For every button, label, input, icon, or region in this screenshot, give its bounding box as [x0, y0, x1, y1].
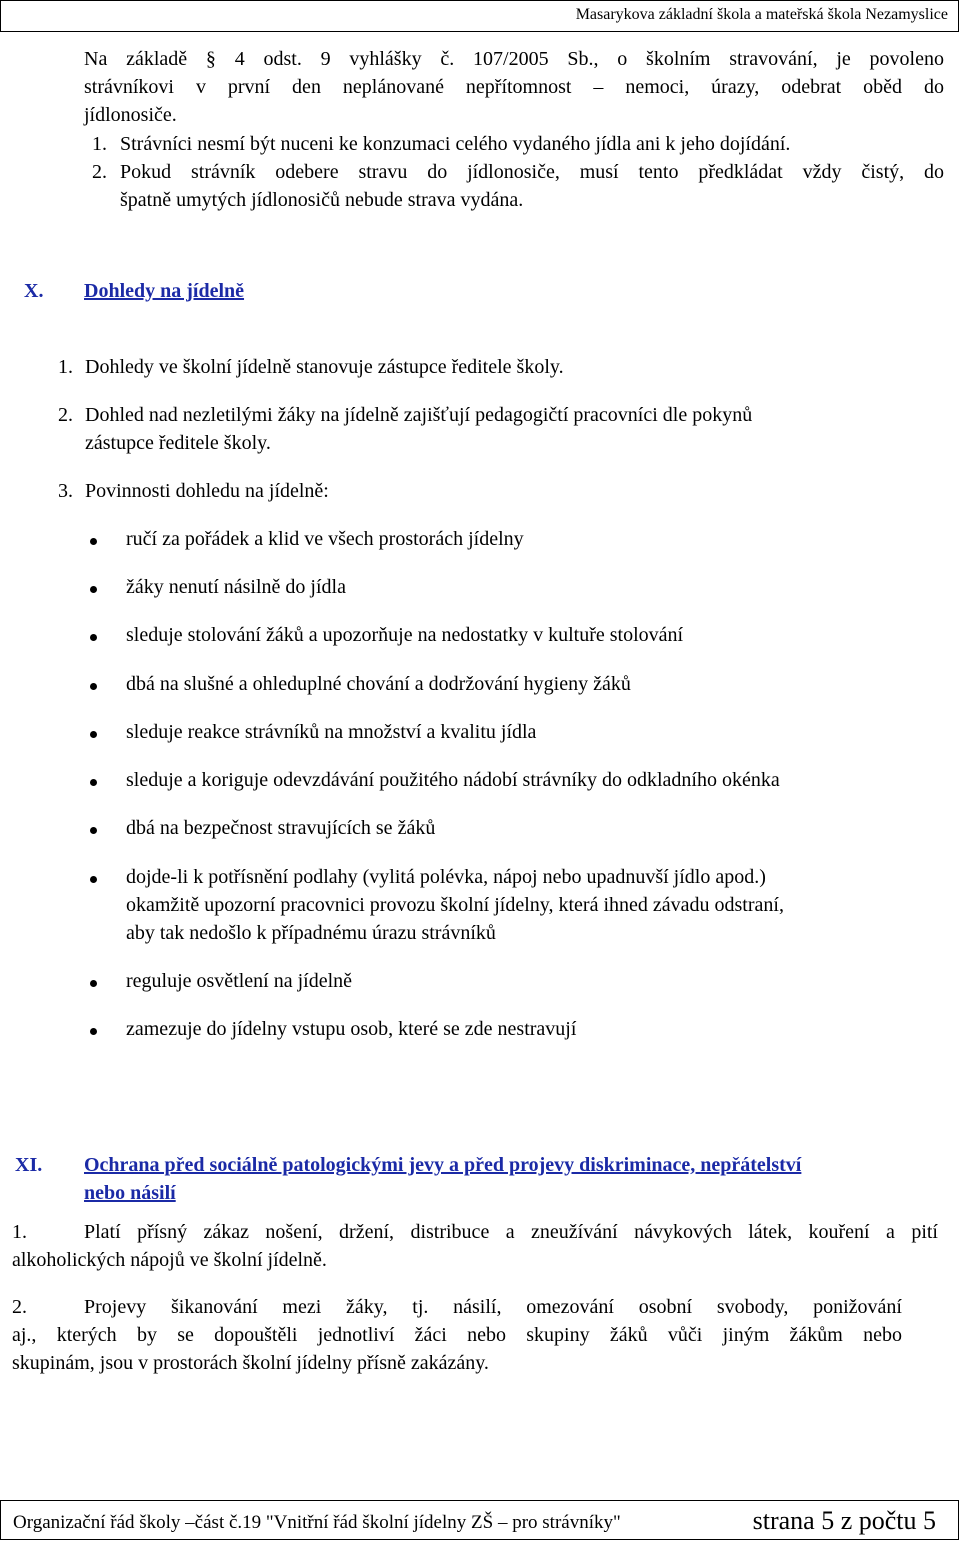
footer-document-title: Organizační řád školy –část č.19 "Vnitřní řád školní jídelny ZŠ – pro strávníky" — [13, 1512, 621, 1533]
page-footer — [0, 1500, 959, 1540]
intro-line-2: strávníkovi v první den neplánované nepřítomnost – nemoci, úrazy, odebrat oběd do — [84, 76, 944, 98]
intro-item-2-number: 2. — [92, 161, 107, 183]
footer-page-number: strana 5 z počtu 5 — [752, 1506, 936, 1535]
section-x-number: X. — [24, 280, 44, 302]
section-x-item-2-number: 2. — [58, 404, 73, 426]
intro-line-1: Na základě § 4 odst. 9 vyhlášky č. 107/2005 Sb., o školním stravování, je povoleno — [84, 48, 944, 70]
bullet-icon — [90, 827, 97, 834]
bullet-icon — [90, 586, 97, 593]
school-name: Masarykova základní škola a mateřská škola Nezamyslice — [575, 6, 948, 23]
intro-line-3: jídlonosiče. — [84, 104, 177, 126]
section-x-item-2-text-line-1: Dohled nad nezletilými žáky na jídelně zajišťují pedagogičtí pracovníci dle pokynů — [85, 404, 753, 426]
duty-item-9: reguluje osvětlení na jídelně — [126, 970, 353, 992]
intro-item-1-number: 1. — [92, 133, 107, 155]
duty-item-5: sleduje reakce strávníků na množství a kvalitu jídla — [126, 721, 537, 743]
section-xi-p1-number: 1. — [12, 1221, 27, 1243]
page-header — [0, 0, 959, 32]
duty-item-8-line-3: aby tak nedošlo k případnému úrazu strávníků — [126, 922, 496, 944]
bullet-icon — [90, 779, 97, 786]
section-x-item-2-text-line-2: zástupce ředitele školy. — [85, 432, 271, 454]
duty-item-8-line-1: dojde-li k potřísnění podlahy (vylitá polévka, nápoj nebo upadnuvší jídlo apod.) — [126, 866, 766, 888]
duty-item-1: ručí za pořádek a klid ve všech prostorách jídelny — [126, 528, 524, 550]
duty-item-2: žáky nenutí násilně do jídla — [126, 576, 346, 598]
section-xi-title-line-2: nebo násilí — [84, 1182, 176, 1204]
section-xi-p1-line-2: alkoholických nápojů ve školní jídelně. — [12, 1249, 327, 1271]
section-x-item-3-number: 3. — [58, 480, 73, 502]
section-xi-p2-number: 2. — [12, 1296, 27, 1318]
intro-item-2-text-line-2: špatně umytých jídlonosičů nebude strava vydána. — [120, 189, 524, 211]
bullet-icon — [90, 876, 97, 883]
bullet-icon — [90, 731, 97, 738]
section-x-title: Dohledy na jídelně — [84, 280, 245, 302]
duty-item-8-line-2: okamžitě upozorní pracovnici provozu školní jídelny, která ihned závadu odstraní, — [126, 894, 784, 916]
bullet-icon — [90, 538, 97, 545]
duty-item-7: dbá na bezpečnost stravujících se žáků — [126, 817, 436, 839]
section-xi-number: XI. — [15, 1154, 43, 1176]
section-x-item-1-number: 1. — [58, 356, 73, 378]
bullet-icon — [90, 634, 97, 641]
section-xi-p2-line-1: Projevy šikanování mezi žáky, tj. násilí, omezování osobní svobody, ponižování — [84, 1296, 902, 1318]
bullet-icon — [90, 1028, 97, 1035]
section-x-item-1-text: Dohledy ve školní jídelně stanovuje zástupce ředitele školy. — [85, 356, 564, 378]
duty-item-6: sleduje a koriguje odevzdávání použitého nádobí strávníky do odkladního okénka — [126, 769, 780, 791]
bullet-icon — [90, 683, 97, 690]
section-xi-p2-line-2: aj., kterých by se dopouštěli jednotliví žáci nebo skupiny žáků vůči jiným žákům nebo — [12, 1324, 902, 1346]
duty-item-4: dbá na slušné a ohleduplné chování a dodržování hygieny žáků — [126, 673, 631, 695]
section-xi-p1-line-1: Platí přísný zákaz nošení, držení, distribuce a zneužívání návykových látek, kouření a pití — [84, 1221, 938, 1243]
section-xi-title-line-1: Ochrana před sociálně patologickými jevy a před projevy diskriminace, nepřátelství — [84, 1154, 802, 1176]
section-x-item-3-text: Povinnosti dohledu na jídelně: — [85, 480, 329, 502]
bullet-icon — [90, 980, 97, 987]
duty-item-3: sleduje stolování žáků a upozorňuje na nedostatky v kultuře stolování — [126, 624, 684, 646]
intro-item-1-text: Strávníci nesmí být nuceni ke konzumaci celého vydaného jídla ani k jeho dojídání. — [120, 133, 791, 155]
section-xi-p2-line-3: skupinám, jsou v prostorách školní jídelny přísně zakázány. — [12, 1352, 489, 1374]
duty-item-10: zamezuje do jídelny vstupu osob, které se zde nestravují — [126, 1018, 577, 1040]
intro-item-2-text-line-1: Pokud strávník odebere stravu do jídlonosiče, musí tento předkládat vždy čistý, do — [120, 161, 944, 183]
